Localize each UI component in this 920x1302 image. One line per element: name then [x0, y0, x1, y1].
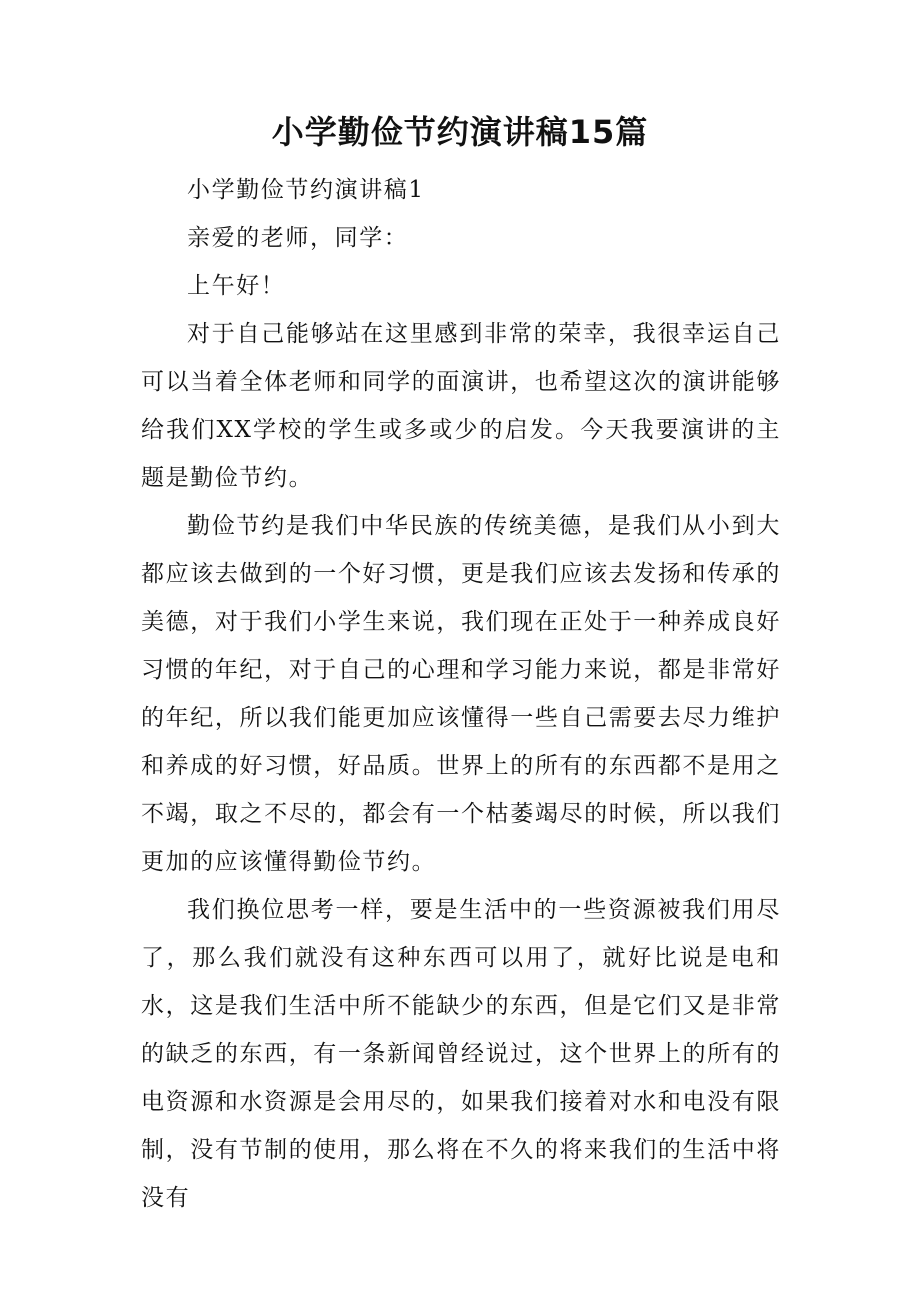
paragraph: 我们换位思考一样，要是生活中的一些资源被我们用尽了，那么我们就没有这种东西可以用了，就好比说是电和水，这是我们生活中所不能缺少的东西，但是它们又是非常的缺乏的东西，有一条新闻曾经说过，这个世界上的所有的电资源和水资源是会用尽的，如果我们接着对水和电没有限制，没有节制的使用，那么将在不久的将来我们的生活中将没有: [141, 897, 781, 1211]
document-title: 小学勤俭节约演讲稿15篇: [271, 113, 649, 151]
paragraph: 对于自己能够站在这里感到非常的荣幸，我很幸运自己可以当着全体老师和同学的面演讲，也希望这次的演讲能够给我们XX学校的学生或多或少的启发。今天我要演讲的主题是勤俭节约。: [141, 321, 781, 491]
paragraph: 勤俭节约是我们中华民族的传统美德，是我们从小到大都应该去做到的一个好习惯，更是我们应该去发扬和传承的美德，对于我们小学生来说，我们现在正处于一种养成良好习惯的年纪，对于自己的心理和学习能力来说，都是非常好的年纪，所以我们能更加应该懂得一些自己需要去尽力维护和养成的好习惯，好品质。世界上的所有的东西都不是用之不竭，取之不尽的，都会有一个枯萎竭尽的时候，所以我们更加的应该懂得勤俭节约。: [141, 513, 781, 875]
paragraph-salutation: 亲爱的老师，同学：: [187, 225, 409, 251]
paragraph-greeting: 上午好！: [187, 273, 286, 299]
document-body: [141, 166, 781, 1222]
paragraph-subtitle: 小学勤俭节约演讲稿1: [187, 177, 425, 203]
